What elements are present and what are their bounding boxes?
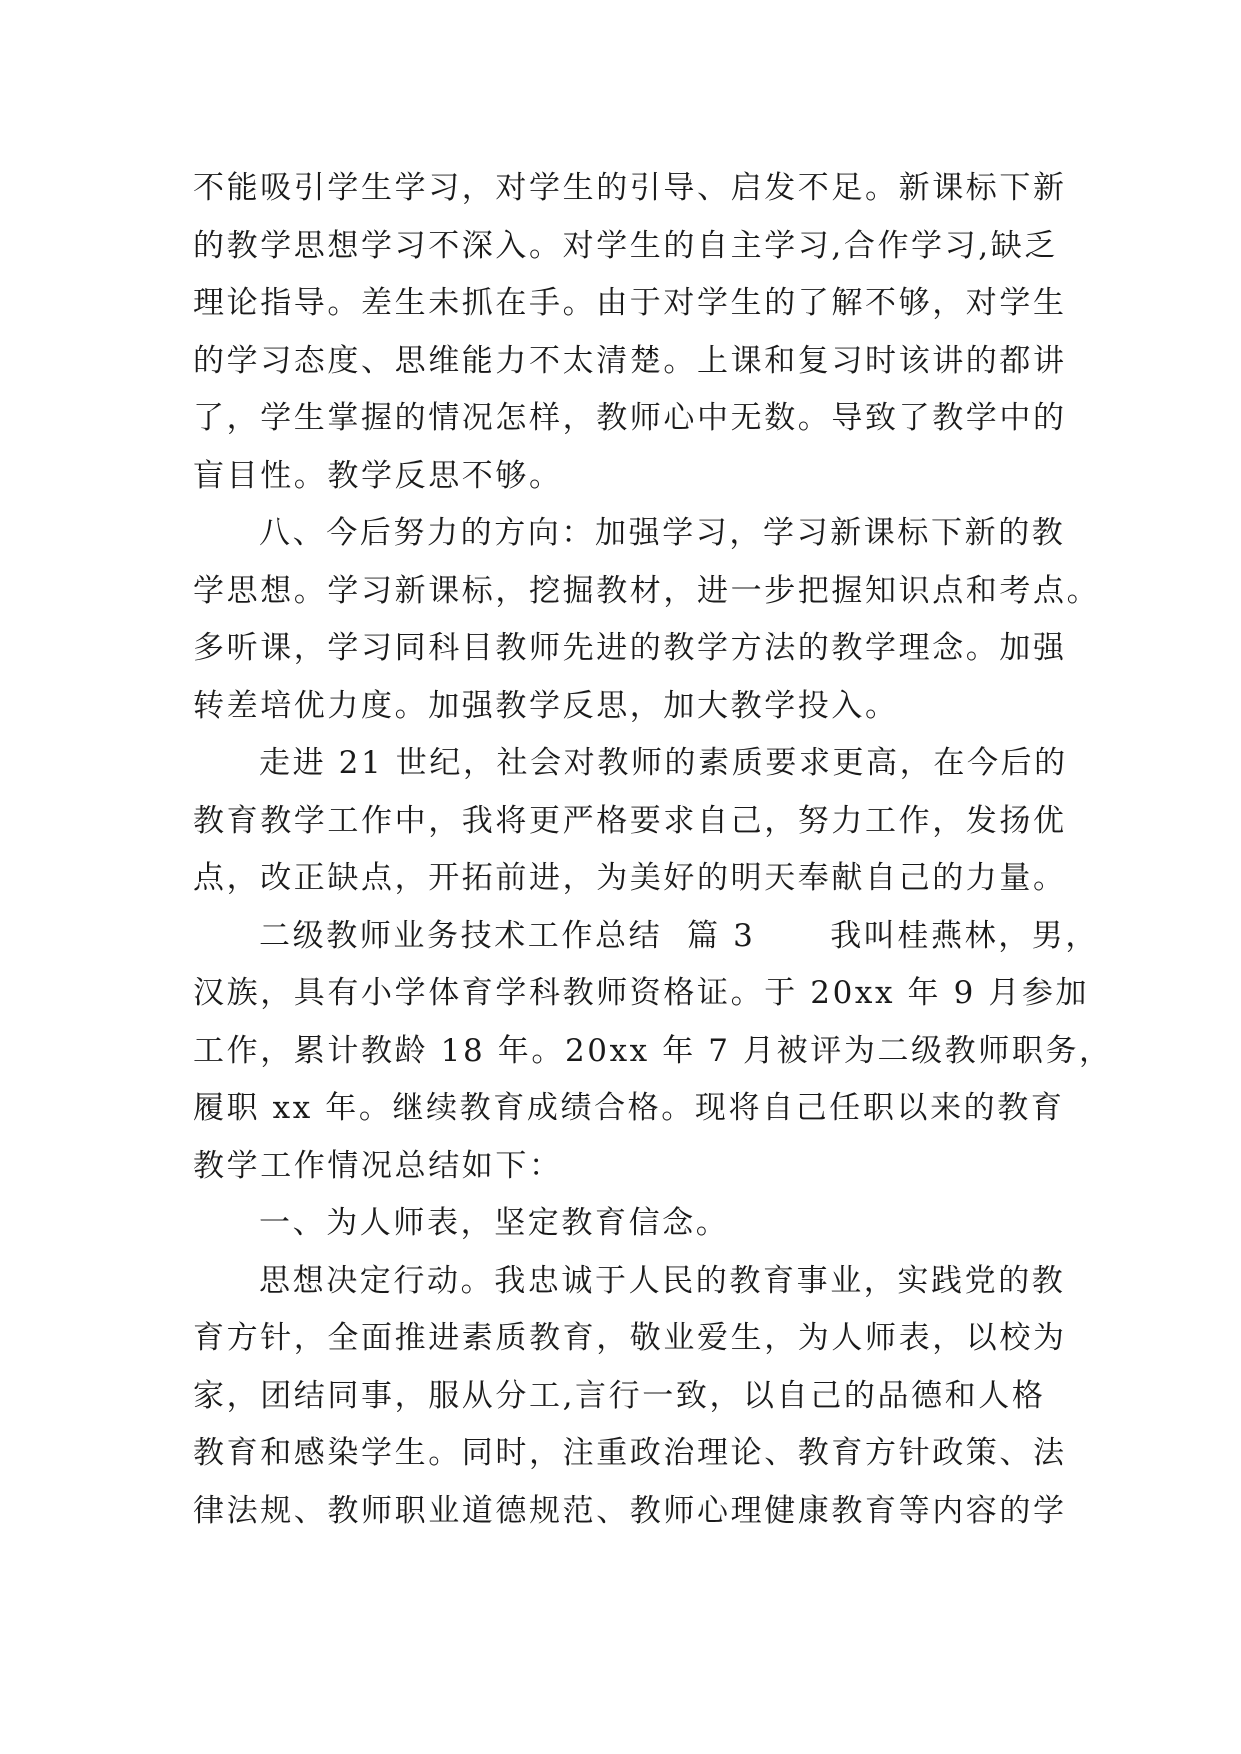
- text-line: 教育和感染学生。同时，注重政治理论、教育方针政策、法: [193, 1435, 1067, 1471]
- text-line: 履职 xx 年。继续教育成绩合格。现将自己任职以来的教育: [193, 1090, 1065, 1126]
- paragraph-first-line: 走进 21 世纪，社会对教师的素质要求更高，在今后的: [259, 745, 1068, 781]
- text-line: 汉族，具有小学体育学科教师资格证。于 20xx 年 9 月参加: [193, 975, 1090, 1011]
- section-heading-line: 二级教师业务技术工作总结 篇 3 我叫桂燕林，男，: [259, 917, 1100, 954]
- text-line: 育方针，全面推进素质教育，敬业爱生，为人师表，以校为: [193, 1320, 1067, 1356]
- text-line: 教育教学工作中，我将更严格要求自己，努力工作，发扬优: [193, 802, 1067, 839]
- text-line: 学思想。学习新课标，挖掘教材，进一步把握知识点和考点。: [193, 572, 1101, 609]
- section-heading: 一、为人师表，坚定教育信念。: [259, 1205, 730, 1241]
- paragraph-first-line: 八、今后努力的方向：加强学习，学习新课标下新的教: [259, 515, 1066, 551]
- document-body: [193, 160, 1113, 1540]
- text-line: 教学工作情况总结如下：: [193, 1147, 563, 1184]
- text-line: 多听课，学习同科目教师先进的教学方法的教学理念。加强: [193, 630, 1067, 666]
- text-line: 盲目性。教学反思不够。: [193, 457, 563, 494]
- text-line: 的学习态度、思维能力不太清楚。上课和复习时该讲的都讲: [193, 342, 1067, 379]
- text-line: 不能吸引学生学习，对学生的引导、启发不足。新课标下新: [193, 170, 1067, 206]
- text-line: 点，改正缺点，开拓前进，为美好的明天奉献自己的力量。: [193, 860, 1067, 896]
- text-line: 转差培优力度。加强教学反思，加大教学投入。: [193, 687, 899, 724]
- text-line: 家，团结同事，服从分工,言行一致，以自己的品德和人格: [193, 1377, 1046, 1414]
- text-line: 律法规、教师职业道德规范、教师心理健康教育等内容的学: [193, 1492, 1067, 1529]
- text-line: 理论指导。差生未抓在手。由于对学生的了解不够，对学生: [193, 285, 1067, 321]
- paragraph-first-line: 思想决定行动。我忠诚于人民的教育事业，实践党的教: [259, 1262, 1066, 1299]
- text-line: 工作，累计教龄 18 年。20xx 年 7 月被评为二级教师职务，: [193, 1032, 1113, 1069]
- text-line: 了，学生掌握的情况怎样，教师心中无数。导致了教学中的: [193, 400, 1067, 436]
- text-line: 的教学思想学习不深入。对学生的自主学习,合作学习,缺乏: [193, 227, 1058, 264]
